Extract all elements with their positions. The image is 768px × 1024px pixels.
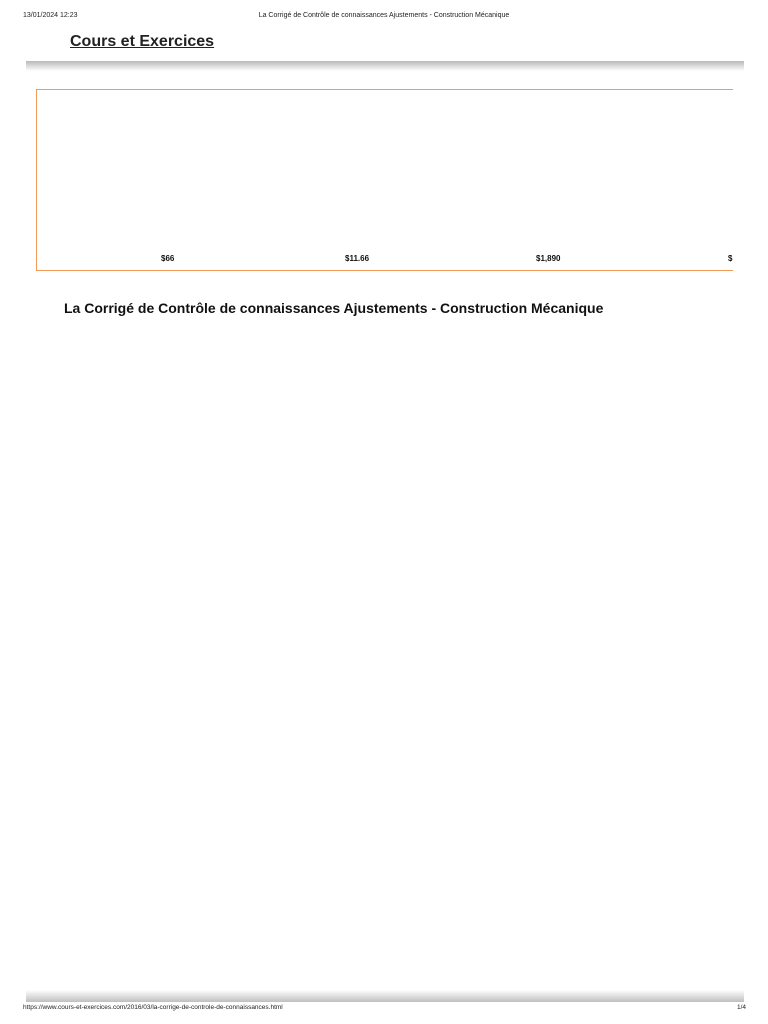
print-document-title: La Corrigé de Contrôle de connaissances Ajustements - Construction Mécanique [258, 12, 510, 19]
print-url: https://www.cours-et-exercices.com/2016/03/la-corrige-de-controle-de-connaissances.html [23, 1004, 283, 1011]
print-footer [0, 1004, 768, 1016]
ad-price-2[interactable]: $11.66 [345, 254, 370, 263]
print-page-number: 1/4 [736, 1004, 746, 1011]
ad-container [0, 0, 733, 280]
footer-shadow-divider [26, 990, 744, 1002]
ad-price-3[interactable]: $1,890 [536, 254, 561, 263]
ad-price-4[interactable]: $ [728, 254, 733, 263]
print-date: 13/01/2024 12:23 [23, 12, 78, 19]
article-title: La Corrigé de Contrôle de connaissances Ajustements - Construction Mécanique [64, 300, 604, 316]
ad-price-1[interactable]: $66 [161, 254, 175, 263]
ad-banner[interactable] [36, 89, 733, 271]
site-title-link[interactable]: Cours et Exercices [70, 33, 215, 50]
